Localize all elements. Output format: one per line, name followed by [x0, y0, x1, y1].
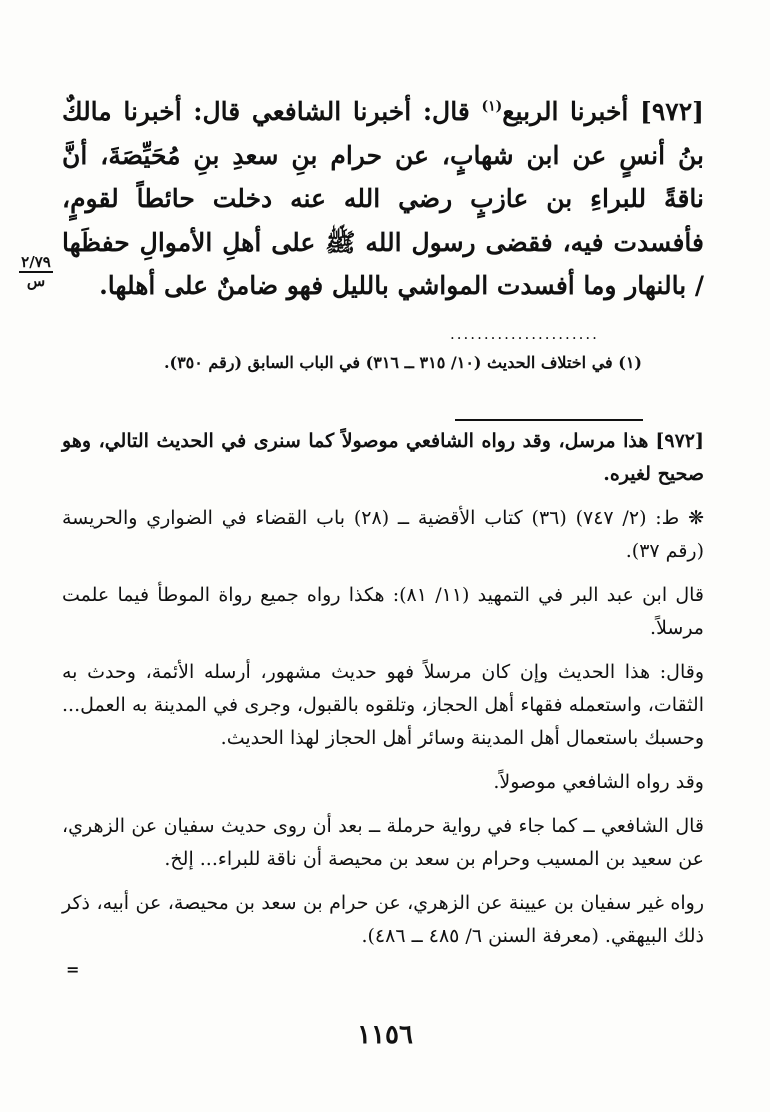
hadith-body: قال: أخبرنا الشافعي قال: أخبرنا مالكٌ بنُ أنسٍ عن ابن شهابٍ، عن حرام بنِ سعدِ بنِ مُحَيِّصَةَ، أنَّ ناقةً للبراءِ بن عازبٍ رضي الله عنه دخلت حائطاً لقومٍ، فأفسدت فيه، فقضى رسول الله ﷺ على أهلِ الأموالِ حفظَها / بالنهار وما أفسدت المواشي بالليل فهو ضامنٌ على أهلها.: [62, 97, 704, 300]
commentary-paragraph: ❋ ط: (٢/ ٧٤٧) (٣٦) كتاب الأقضية ــ (٢٨) باب القضاء في الضواري والحريسة (رقم ٣٧).: [62, 507, 704, 562]
footnote: (١) في اختلاف الحديث (١٠/ ٣١٥ ــ ٣١٦) في الباب السابق (رقم ٣٥٠).: [163, 353, 642, 372]
commentary-section: [62, 425, 704, 964]
commentary-paragraph: قال ابن عبد البر في التمهيد (١١/ ٨١): هكذا رواه جميع رواة الموطأ فيما علمت مرسلاً.: [62, 584, 705, 639]
commentary-paragraph: وقال: هذا الحديث وإن كان مرسلاً فهو حديث مشهور، أرسله الأئمة، وحدث به الثقات، واستعمله فقهاء أهل الحجاز، وتلقوه بالقبول، وجرى في المدينة به العمل... وحسبك باستعمال أهل المدينة وسائر أهل الحجاز لهذا الحديث.: [62, 661, 704, 749]
commentary-paragraph: وقد رواه الشافعي موصولاً.: [493, 771, 704, 793]
hadith-number: [٩٧٢]: [640, 97, 704, 126]
footnote-reference: (١): [481, 98, 503, 115]
hadith-intro: أخبرنا الربيع: [502, 97, 629, 126]
asterisk-mark: ❋: [688, 507, 704, 529]
commentary-paragraph: [٩٧٢] هذا مرسل، وقد رواه الشافعي موصولاً كما سنرى في الحديث التالي، وهو صحيح لغيره.: [62, 430, 704, 485]
margin-manuscript-note: [12, 254, 60, 289]
margin-note-bottom: س: [26, 272, 46, 290]
page-number: ١١٥٦: [357, 1020, 413, 1050]
footnote-divider-dots: ......................: [450, 325, 599, 343]
commentary-hadith-number: [٩٧٢]: [655, 430, 704, 452]
margin-note-top: ٢/٧٩: [21, 253, 51, 271]
main-hadith-text: [62, 90, 704, 308]
commentary-paragraph: قال الشافعي ــ كما جاء في رواية حرملة ــ بعد أن روى حديث سفيان عن الزهري، عن سعيد بن المسيب وحرام بن سعد بن محيصة أن ناقة للبراء... إلخ.: [62, 815, 704, 870]
continuation-mark: =: [66, 960, 80, 979]
commentary-paragraph: رواه غير سفيان بن عيينة عن الزهري، عن حرام بن سعد بن محيصة، عن أبيه، ذكر ذلك البيهقي. (معرفة السنن ٦/ ٤٨٥ ــ ٤٨٦).: [62, 892, 704, 947]
commentary-separator: [455, 419, 643, 421]
